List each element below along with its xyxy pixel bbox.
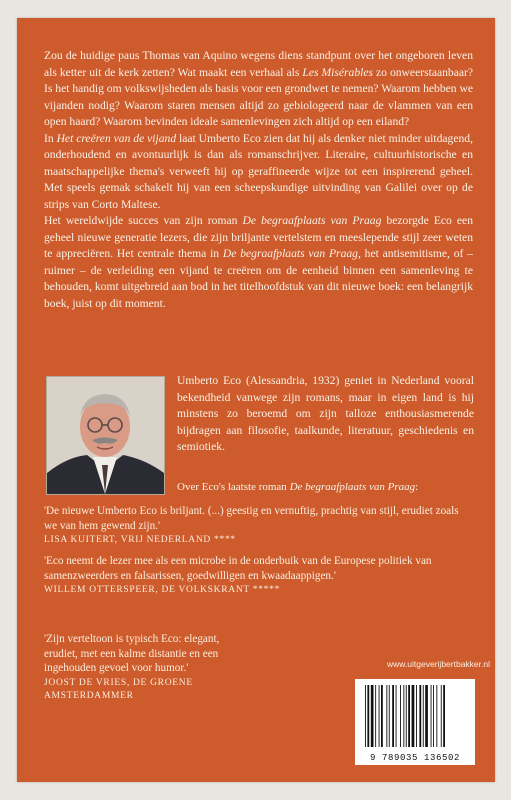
barcode-bar — [367, 685, 369, 747]
barcode-bar — [381, 685, 383, 747]
barcode-bar — [386, 685, 387, 747]
review-quote — [44, 504, 474, 547]
barcode-bar — [365, 685, 366, 747]
barcode-bar — [412, 685, 415, 747]
quote-source: JOOST DE VRIES, DE GROENE AMSTERDAMMER — [44, 677, 193, 701]
blurb-paragraph-2: In Het creëren van de vijand laat Umberto Eco zien dat hij als denker niet minder uitdagend, onderhoudend en avontuurlijk is dan als romanschrijver. Literaire, cultuurhistorische en maatschappelijke thema's verweeft hij op geraffineerde wijze tot een inspirerend geheel. Met speels gemak schakelt hij van een scheepskundige uitvinding van Galilei over op de strips van Corto Maltese. — [44, 131, 473, 211]
barcode-bar — [375, 685, 376, 747]
barcode-bars — [363, 685, 467, 747]
barcode-bar — [392, 685, 394, 747]
barcode-bar — [371, 685, 374, 747]
quote-source: WILLEM OTTERSPEER, DE VOLKSKRANT ***** — [44, 585, 281, 596]
publisher-url: www.uitgeverijbertbakker.nl — [387, 659, 490, 669]
barcode-bar — [433, 685, 434, 747]
review-quote — [44, 554, 474, 597]
quote-text: 'Zijn verteltoon is typisch Eco: elegant, erudiet, met een kalme distantie en een ingehouden gevoel voor humor.' — [44, 633, 220, 675]
barcode-bar — [403, 685, 404, 747]
barcode-bar — [441, 685, 442, 747]
barcode-bar — [389, 685, 390, 747]
book-back-cover — [17, 18, 495, 782]
quote-source: LISA KUITERT, VRIJ NEDERLAND **** — [44, 535, 236, 546]
barcode-bar — [416, 685, 417, 747]
barcode-bar — [400, 685, 401, 747]
quote-text: 'De nieuwe Umberto Eco is briljant. (...) geestig en vernuftig, prachtig van stijl, erudiet zoals we van hem gewend zijn.' — [44, 505, 459, 532]
author-bio: Umberto Eco (Alessandria, 1932) geniet in Nederland vooral bekendheid vanwege zijn romans, maar in eigen land is hij minstens zo beroemd om zijn talloze enthousiasmerende bijdragen aan filosofie, taalkunde, literatuur, geschiedenis en semiotiek. — [177, 374, 474, 453]
quote-text: 'Eco neemt de lezer mee als een microbe in de onderbuik van de Europese politiek van samenzweerders en falsarissen, goedwilligen en kwaadaappigen.' — [44, 555, 432, 582]
barcode-bar — [436, 685, 437, 747]
barcode-bar — [423, 685, 424, 747]
isbn-number: 9 789035 136502 — [369, 753, 460, 763]
barcode-bar — [396, 685, 397, 747]
author-photo — [46, 376, 165, 495]
barcode-bar — [406, 685, 407, 747]
barcode-bar — [379, 685, 380, 747]
barcode-bar — [419, 685, 421, 747]
barcode-bar — [443, 685, 445, 747]
blurb-paragraph-3: Het wereldwijde succes van zijn roman De begraafplaats van Praag bezorgde Eco een geheel nieuwe generatie lezers, die zijn briljante vertelstem en meeslepende stijl zeer weten te appreciëren. Het centrale thema in De begraafplaats van Praag, het antisemitisme, of – ruimer – de verleiding een vijand te creëren om de eenheid binnen een samenleving te behouden, komt uitgebreid aan bod in het titelhoofdstuk van dit nieuwe boek: een belangrijk boek, juist op dit moment. — [44, 214, 474, 310]
review-heading: Over Eco's laatste roman De begraafplaats van Praag: — [177, 481, 419, 493]
author-portrait-illustration — [47, 377, 164, 494]
isbn-barcode — [355, 679, 475, 765]
barcode-bar — [431, 685, 432, 747]
blurb-text — [44, 48, 473, 312]
barcode-bar — [425, 685, 428, 747]
blurb-paragraph-1: Zou de huidige paus Thomas van Aquino wegens diens standpunt over het ongeboren leven als ketter uit de kerk zetten? Wat maakt een verhaal als Les Misérables zo onweerstaanbaar? Is het handig om volkswijsheden als basis voor een grondwet te nemen? Waarom hebben we vijanden nodig? Waarom staren mensen altijd zo gebiologeerd naar de vlammen van een open haard? Waarom bevinden ideale samenlevingen zich altijd op een eiland? — [44, 49, 473, 128]
review-quote — [44, 632, 249, 703]
barcode-bar — [408, 685, 410, 747]
